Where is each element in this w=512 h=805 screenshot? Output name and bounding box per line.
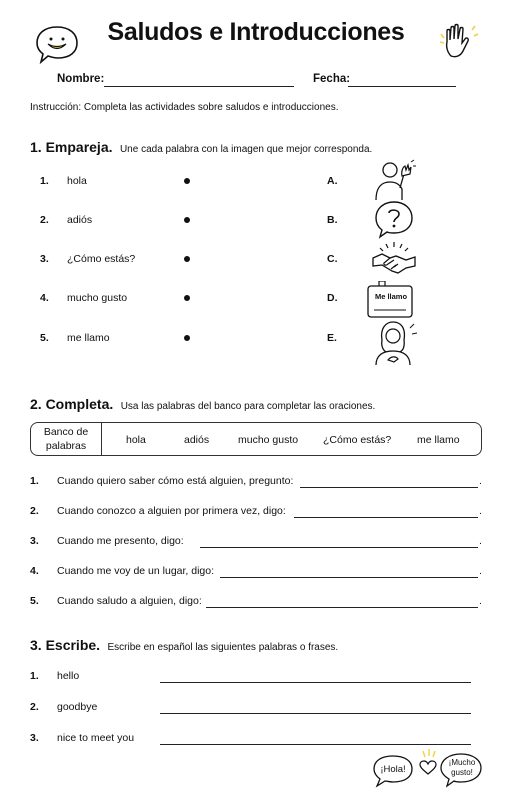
- heart-icon: [419, 760, 437, 776]
- sentence-blank[interactable]: [220, 577, 478, 578]
- name-label: Nombre:: [57, 73, 105, 85]
- match-dot[interactable]: [184, 295, 190, 301]
- match-dot[interactable]: [184, 217, 190, 223]
- word-bank: [30, 422, 482, 456]
- waving-person-icon: [370, 158, 416, 202]
- sentence-number: 4.: [30, 565, 39, 577]
- sentence-text: Cuando conozco a alguien por primera vez, digo:: [57, 505, 286, 517]
- sentence-period: .: [479, 475, 482, 487]
- match-word: me llamo: [67, 332, 110, 344]
- section2-heading: 2. Completa.: [30, 396, 114, 412]
- section1-heading: 1. Empareja.: [30, 139, 113, 155]
- translate-number: 2.: [30, 701, 39, 713]
- word-bank-title: [31, 423, 102, 455]
- date-label: Fecha:: [313, 73, 351, 85]
- word-bank-title-line: palabras: [45, 440, 87, 452]
- bank-word: adiós: [184, 434, 210, 446]
- sentence-number: 5.: [30, 595, 39, 607]
- bubble-line: ¡Mucho: [448, 758, 476, 767]
- match-number: 1.: [40, 175, 49, 187]
- bank-word: mucho gusto: [238, 434, 299, 446]
- match-number: 3.: [40, 253, 49, 265]
- translate-phrase: nice to meet you: [57, 732, 135, 744]
- sentence-blank[interactable]: [300, 487, 478, 488]
- match-dot[interactable]: [184, 178, 190, 184]
- translate-blank[interactable]: [160, 713, 471, 714]
- section3-heading: 3. Escribe.: [30, 637, 101, 653]
- match-word: adiós: [67, 214, 93, 226]
- sentence-text: Cuando saludo a alguien, digo:: [57, 595, 202, 607]
- bank-word: me llamo: [417, 434, 460, 446]
- translate-phrase: hello: [57, 670, 80, 682]
- match-word: ¿Cómo estás?: [67, 253, 136, 265]
- translate-number: 3.: [30, 732, 39, 744]
- sentence-number: 3.: [30, 535, 39, 547]
- section2-header: [30, 396, 375, 414]
- woman-hand-on-chest-icon: [372, 318, 418, 366]
- word-bank-title-line: Banco de: [43, 426, 89, 438]
- match-word: hola: [67, 175, 87, 187]
- match-word: mucho gusto: [67, 292, 128, 304]
- handshake-icon: [370, 238, 418, 278]
- name-tag-text: Me llamo: [374, 292, 408, 301]
- match-letter: E.: [327, 332, 337, 344]
- sentence-text: Cuando quiero saber cómo está alguien, pregunto:: [57, 475, 294, 487]
- match-dot[interactable]: [184, 335, 190, 341]
- section1-description: Une cada palabra con la imagen que mejor corresponda.: [119, 144, 373, 155]
- translate-blank[interactable]: [160, 682, 471, 683]
- match-number: 5.: [40, 332, 49, 344]
- match-dot[interactable]: [184, 256, 190, 262]
- sparkle-lines-icon: [422, 747, 436, 759]
- waving-hand-icon: [436, 22, 482, 62]
- sentence-blank[interactable]: [200, 547, 478, 548]
- translate-number: 1.: [30, 670, 39, 682]
- bank-word: ¿Cómo estás?: [323, 434, 392, 446]
- match-letter: B.: [327, 214, 338, 226]
- match-number: 4.: [40, 292, 49, 304]
- name-field[interactable]: [104, 86, 294, 87]
- sentence-blank[interactable]: [206, 607, 478, 608]
- sentence-period: .: [479, 535, 482, 547]
- mucho-gusto-bubble-text: [442, 758, 482, 778]
- sentence-period: .: [479, 595, 482, 607]
- translate-blank[interactable]: [160, 744, 471, 745]
- sentence-number: 1.: [30, 475, 39, 487]
- translate-phrase: goodbye: [57, 701, 98, 713]
- sentence-text: Cuando me voy de un lugar, digo:: [57, 565, 215, 577]
- question-bubble-icon: [372, 200, 416, 240]
- bubble-line: gusto!: [451, 768, 473, 777]
- match-letter: C.: [327, 253, 338, 265]
- sentence-number: 2.: [30, 505, 39, 517]
- section1-header: [30, 139, 372, 157]
- sentence-period: .: [479, 565, 482, 577]
- section3-header: [30, 637, 338, 655]
- hola-bubble-text: ¡Hola!: [380, 764, 406, 775]
- page-title: Saludos e Introducciones: [107, 18, 405, 46]
- bank-word: hola: [126, 434, 146, 446]
- section3-description: Escribe en español las siguientes palabras o frases.: [107, 642, 339, 653]
- sentence-period: .: [479, 505, 482, 517]
- section2-description: Usa las palabras del banco para completar las oraciones.: [120, 401, 376, 412]
- sentence-blank[interactable]: [294, 517, 478, 518]
- date-field[interactable]: [348, 86, 456, 87]
- match-number: 2.: [40, 214, 49, 226]
- match-letter: D.: [327, 292, 338, 304]
- match-letter: A.: [327, 175, 338, 187]
- sentence-text: Cuando me presento, digo:: [57, 535, 184, 547]
- instruction-text: Instrucción: Completa las actividades sobre saludos e introducciones.: [30, 102, 339, 113]
